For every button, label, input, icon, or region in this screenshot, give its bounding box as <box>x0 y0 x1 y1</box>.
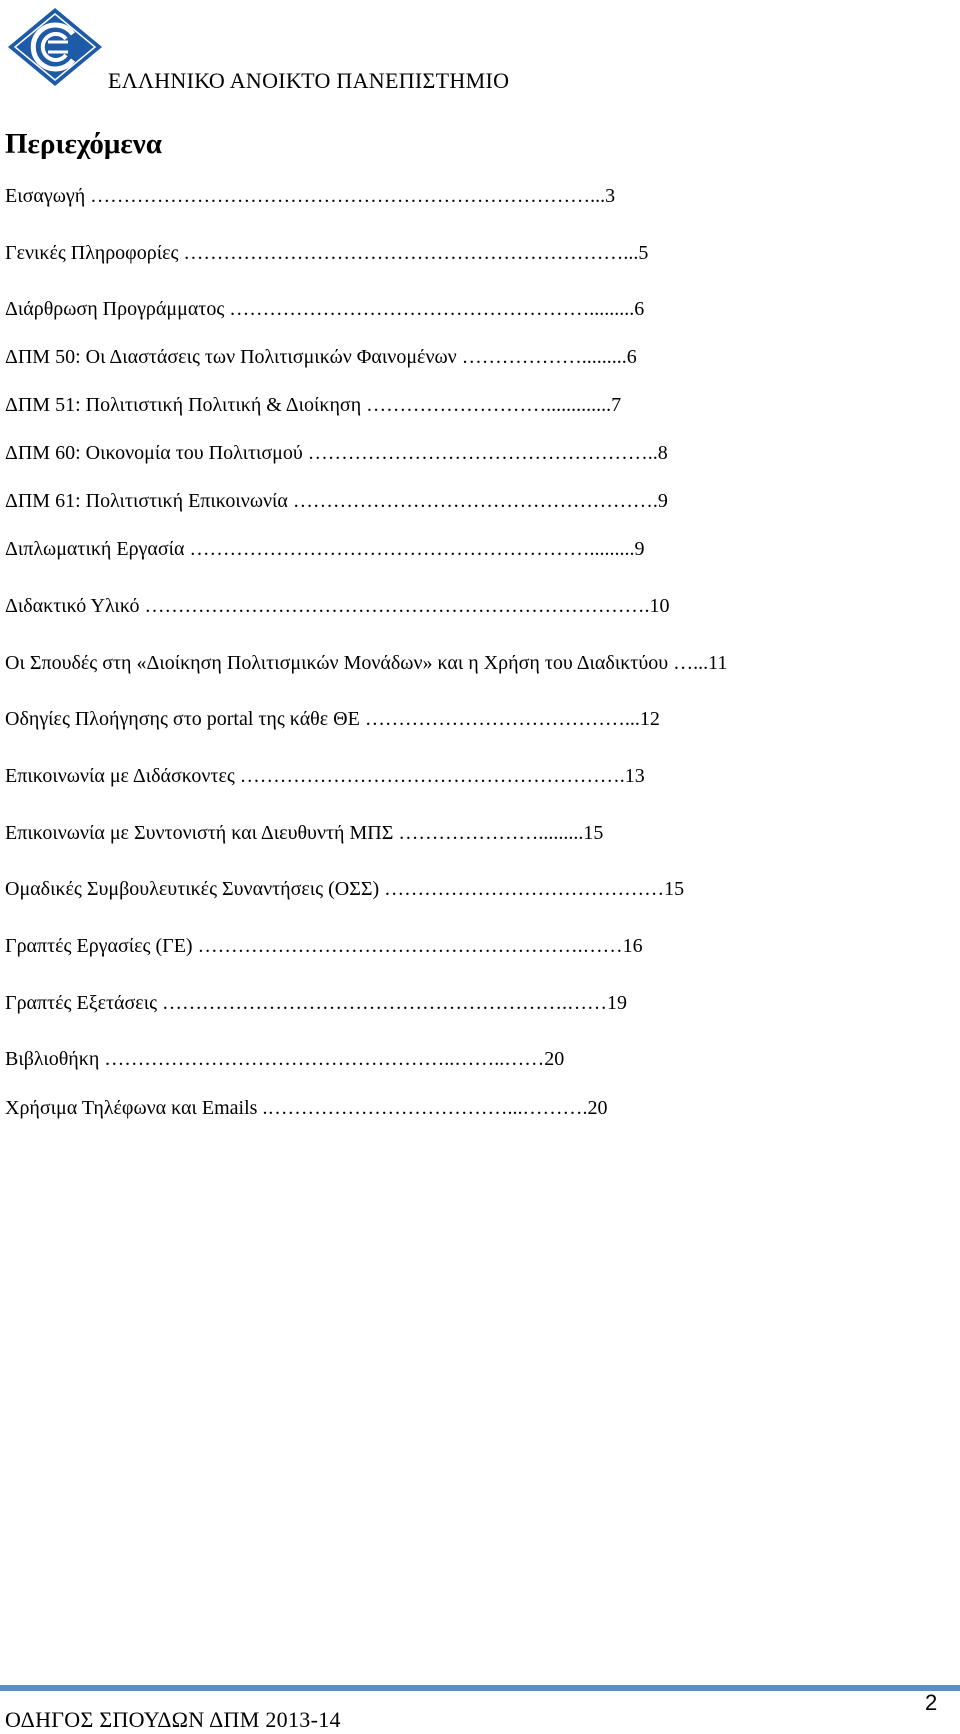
university-name: ΕΛΛΗΝΙΚΟ ΑΝΟΙΚΤΟ ΠΑΝΕΠΙΣΤΗΜΙΟ <box>108 68 510 93</box>
toc-entry[interactable]: Επικοινωνία με Συντονιστή και Διευθυντή ΜΠΣ ………………….........15 <box>5 822 604 844</box>
toc-entry[interactable]: Γραπτές Εξετάσεις …………………………………………………….……19 <box>5 992 628 1014</box>
toc-entry[interactable]: Επικοινωνία με Διδάσκοντες ………………………………………………….13 <box>5 765 645 787</box>
toc-entry[interactable]: Χρήσιμα Τηλέφωνα και Emails .………………………………...……….20 <box>5 1097 608 1119</box>
toc-entry[interactable]: ΔΠΜ 60: Οικονομία του Πολιτισμού ……………………………………………..8 <box>5 442 668 464</box>
toc-entry[interactable]: Γενικές Πληροφορίες …………………………………………………………...5 <box>5 242 649 264</box>
toc-entry[interactable]: Βιβλιοθήκη ……………………………………………..……..……20 <box>5 1048 565 1070</box>
toc-entry[interactable]: Οι Σπουδές στη «Διοίκηση Πολιτισμικών Μονάδων» και η Χρήση του Διαδικτύου …...11 <box>5 652 728 674</box>
toc-entry[interactable]: Ομαδικές Συμβουλευτικές Συναντήσεις (ΟΣΣ) ……………………………………15 <box>5 878 685 900</box>
open-university-logo-icon <box>6 6 104 88</box>
toc-entry[interactable]: ΔΠΜ 51: Πολιτιστική Πολιτική & Διοίκηση ……………………….............7 <box>5 394 622 416</box>
toc-entry[interactable]: Διδακτικό Υλικό ………………………………………………………………….10 <box>5 595 670 617</box>
footer-divider <box>0 1685 960 1691</box>
toc-entry[interactable]: ΔΠΜ 50: Οι Διαστάσεις των Πολιτισμικών Φαινομένων ……………….........6 <box>5 346 637 368</box>
toc-entry[interactable]: ΔΠΜ 61: Πολιτιστική Επικοινωνία ……………………………………………….9 <box>5 490 668 512</box>
toc-entry[interactable]: Γραπτές Εργασίες (ΓΕ) ………………………………………………….……16 <box>5 935 643 957</box>
toc-title: Περιεχόμενα <box>5 128 162 160</box>
toc-entry[interactable]: Διπλωματική Εργασία …………………………………………………….........9 <box>5 538 645 560</box>
page-number: 2 <box>925 1690 938 1715</box>
toc-entry[interactable]: Οδηγίες Πλοήγησης στο portal της κάθε ΘΕ …………………………………...12 <box>5 708 660 730</box>
toc-entry[interactable]: Εισαγωγή …………………………………………………………………...3 <box>5 185 616 207</box>
footer-title: ΟΔΗΓΟΣ ΣΠΟΥΔΩΝ ΔΠΜ 2013-14 <box>5 1707 341 1732</box>
toc-entry[interactable]: Διάρθρωση Προγράμματος ……………………………………………….........6 <box>5 298 645 320</box>
